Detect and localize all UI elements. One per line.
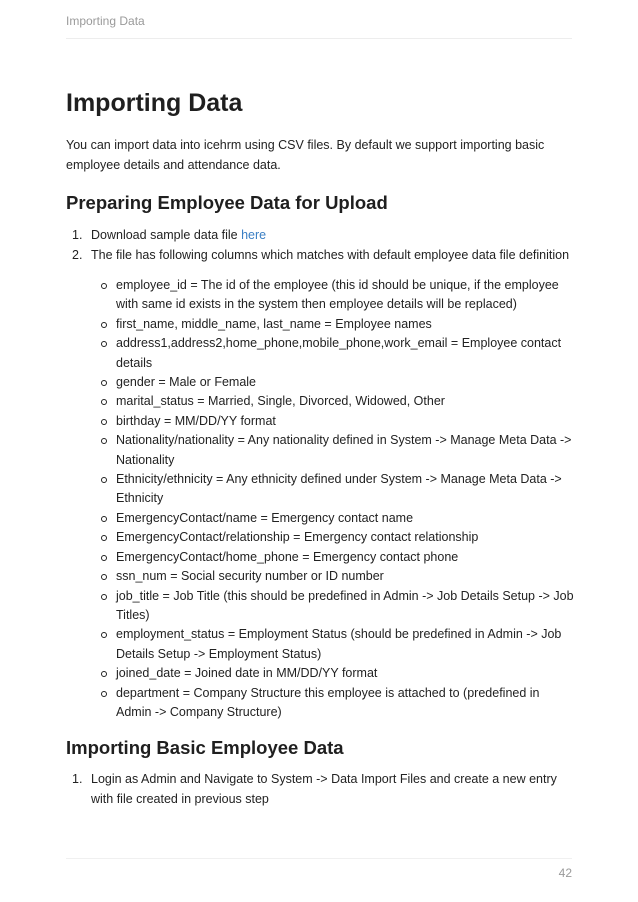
step-number: 2.: [72, 248, 83, 262]
page-content: [66, 86, 576, 809]
column-definition-text: EmergencyContact/relationship = Emergency contact relationship: [116, 530, 479, 545]
header-divider: [66, 38, 572, 39]
circle-bullet-icon: [101, 516, 107, 522]
list-item-column: [91, 664, 576, 683]
step-text: Login as Admin and Navigate to System -> Data Import Files and create a new entry with file created in previous step: [91, 772, 557, 807]
list-item-column: [91, 509, 576, 528]
circle-bullet-icon: [101, 380, 107, 386]
circle-bullet-icon: [101, 477, 107, 483]
circle-bullet-icon: [101, 322, 107, 328]
column-definition-text: employee_id = The id of the employee (this id should be unique, if the employee with same id exists in the system then employee details will be replaced): [116, 278, 559, 312]
list-item-column: [91, 470, 576, 509]
list-item-column: [91, 684, 576, 723]
page-title: Importing Data: [66, 89, 243, 117]
list-item-column: [91, 587, 576, 626]
list-item-step: [66, 769, 576, 809]
circle-bullet-icon: [101, 574, 107, 580]
circle-bullet-icon: [101, 594, 107, 600]
list-item-column: [91, 528, 576, 547]
column-definition-text: EmergencyContact/name = Emergency contact name: [116, 510, 414, 525]
column-definition-text: address1,address2,home_phone,mobile_phone,work_email = Employee contact details: [116, 336, 562, 370]
column-definition-text: job_title = Job Title (this should be predefined in Admin -> Job Details Setup -> Job Titles): [116, 588, 574, 622]
circle-bullet-icon: [101, 283, 107, 289]
steps-list-preparing: [66, 225, 576, 722]
circle-bullet-icon: [101, 419, 107, 425]
column-definition-text: Nationality/nationality = Any nationality defined in System -> Manage Meta Data -> Nationality: [116, 433, 572, 467]
running-header: Importing Data: [66, 14, 145, 28]
list-item-column: [91, 431, 576, 470]
steps-list-importing: [66, 769, 576, 809]
intro-paragraph: You can import data into icehrm using CSV files. By default we support importing basic employee details and attendance data.: [66, 138, 545, 172]
list-item-column: [91, 373, 576, 392]
section-heading-importing: Importing Basic Employee Data: [66, 737, 344, 759]
step-number: 1.: [72, 772, 83, 787]
column-definition-text: first_name, middle_name, last_name = Employee names: [116, 316, 432, 331]
list-item-column: [91, 412, 576, 431]
step-text: Download sample data file: [91, 228, 242, 242]
circle-bullet-icon: [101, 438, 107, 444]
column-definition-text: ssn_num = Social security number or ID number: [116, 569, 384, 584]
column-definition-text: employment_status = Employment Status (should be predefined in Admin -> Job Details Setup -> Employment Status): [116, 627, 562, 661]
column-definition-text: department = Company Structure this employee is attached to (predefined in Admin -> Company Structure): [116, 685, 540, 719]
step-number: 1.: [72, 228, 83, 242]
list-item-step: [66, 245, 576, 722]
circle-bullet-icon: [101, 535, 107, 541]
page-number: 42: [558, 866, 572, 880]
step-text: The file has following columns which matches with default employee data file definition: [91, 248, 570, 262]
list-item-step: [66, 225, 576, 245]
list-item-column: [91, 625, 576, 664]
circle-bullet-icon: [101, 341, 107, 347]
list-item-column: [91, 334, 576, 373]
list-item-column: [91, 276, 576, 315]
download-link[interactable]: here: [241, 228, 267, 242]
list-item-column: [91, 315, 576, 334]
list-item-column: [91, 548, 576, 567]
column-definition-text: marital_status = Married, Single, Divorced, Widowed, Other: [116, 394, 445, 409]
column-definition-text: EmergencyContact/home_phone = Emergency contact phone: [116, 549, 459, 564]
column-definitions-list: [91, 276, 576, 722]
list-item-column: [91, 392, 576, 411]
circle-bullet-icon: [101, 399, 107, 405]
column-definition-text: joined_date = Joined date in MM/DD/YY format: [116, 666, 378, 681]
column-definition-text: Ethnicity/ethnicity = Any ethnicity defined under System -> Manage Meta Data -> Ethnicity: [116, 472, 562, 506]
footer-divider: [66, 858, 572, 859]
circle-bullet-icon: [101, 671, 107, 677]
section-heading-preparing: Preparing Employee Data for Upload: [66, 192, 388, 213]
column-definition-text: birthday = MM/DD/YY format: [116, 413, 276, 428]
circle-bullet-icon: [101, 632, 107, 638]
circle-bullet-icon: [101, 555, 107, 561]
list-item-column: [91, 567, 576, 586]
column-definition-text: gender = Male or Female: [116, 375, 257, 390]
circle-bullet-icon: [101, 691, 107, 697]
